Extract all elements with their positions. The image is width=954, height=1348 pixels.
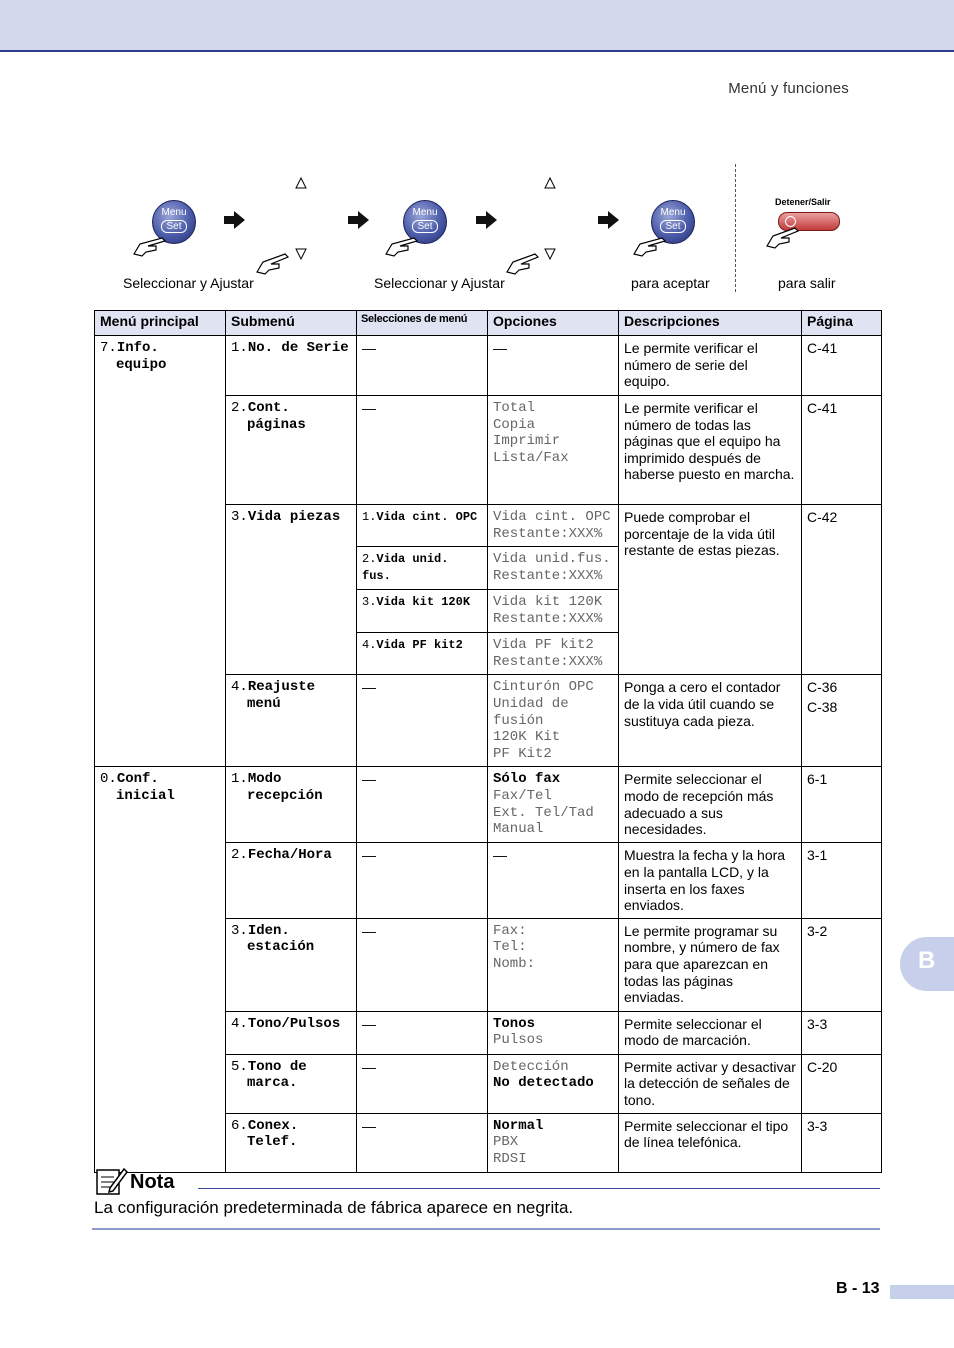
page-number: B - 13 [836, 1280, 880, 1297]
options-cell: Vida cint. OPC Restante:XXX% [488, 505, 619, 547]
pointing-hand-icon [132, 232, 172, 258]
submenu-cell: 4.Reajuste menú [226, 675, 357, 767]
page-cell: C-42 [802, 505, 882, 675]
page-cell: C-41 [802, 396, 882, 505]
options-cell: — [488, 843, 619, 918]
selection-cell: 4.Vida PF kit2 [357, 633, 488, 675]
selection-cell: — [357, 918, 488, 1011]
selection-cell: — [357, 1011, 488, 1054]
down-triangle-icon [544, 248, 556, 260]
note-title: Nota [130, 1171, 175, 1193]
selection-cell: — [357, 1113, 488, 1172]
pointing-hand-icon [384, 232, 424, 258]
right-arrow-icon [596, 210, 620, 230]
diagram-label-exit: para salir [778, 275, 836, 291]
selection-cell: — [357, 1054, 488, 1113]
note-bottom-rule [92, 1228, 880, 1230]
submenu-cell: 4.Tono/Pulsos [226, 1011, 357, 1054]
table-header-row [95, 311, 882, 336]
table-row [95, 336, 882, 396]
note-text: La configuración predeterminada de fábrica aparece en negrita. [94, 1198, 574, 1217]
submenu-cell: 1.No. de Serie [226, 336, 357, 396]
options-cell: Normal PBX RDSI [488, 1113, 619, 1172]
options-cell: Cinturón OPC Unidad de fusión 120K Kit PF Kit2 [488, 675, 619, 767]
note-header [94, 1166, 880, 1196]
chapter-tab: B [900, 937, 954, 991]
page-cell: 3-3 [802, 1011, 882, 1054]
page-cell: 3-3 [802, 1113, 882, 1172]
page-cell: C-36 C-38 [802, 675, 882, 767]
options-cell: — [488, 336, 619, 396]
submenu-cell: 3.Iden. estación [226, 918, 357, 1011]
options-cell: Total Copia Imprimir Lista/Fax [488, 396, 619, 505]
description-cell: Le permite verificar el número de todas las páginas que el equipo ha imprimido después de haberse puesto en marcha. [619, 396, 802, 505]
description-cell: Le permite programar su nombre, y número de fax para que aparezcan en todas las páginas enviadas. [619, 918, 802, 1011]
diagram-separator [735, 164, 736, 292]
note-pencil-icon [96, 1166, 128, 1196]
submenu-cell: 6.Conex. Telef. [226, 1113, 357, 1172]
options-cell: Detección No detectado [488, 1054, 619, 1113]
menu-table [94, 310, 882, 1173]
set-label: Set [161, 220, 186, 233]
selection-cell: 1.Vida cint. OPC [357, 505, 488, 547]
page-cell: 3-1 [802, 843, 882, 918]
description-cell: Permite activar y desactivar la detección de señales de tono. [619, 1054, 802, 1113]
header-selections: Selecciones de menú [357, 311, 488, 336]
pointing-hand-icon [505, 250, 545, 276]
submenu-cell: 3.Vida piezas [226, 505, 357, 675]
navigation-diagram [0, 160, 954, 295]
description-cell: Le permite verificar el número de serie del equipo. [619, 336, 802, 396]
selection-cell: — [357, 675, 488, 767]
options-cell: Sólo fax Fax/Tel Ext. Tel/Tad Manual [488, 767, 619, 843]
diagram-label-accept: para aceptar [631, 275, 710, 291]
stop-exit-label: Detener/Salir [775, 197, 831, 207]
submenu-cell: 2.Fecha/Hora [226, 843, 357, 918]
section-title: Menú y funciones [728, 80, 849, 97]
up-triangle-icon [295, 177, 307, 189]
main-menu-cell: 0.Conf. inicial [95, 767, 226, 1172]
selection-cell: — [357, 843, 488, 918]
menu-set-button-icon: Menu Set [403, 200, 447, 244]
right-arrow-icon [346, 210, 370, 230]
description-cell: Permite seleccionar el modo de recepción más adecuado a sus necesidades. [619, 767, 802, 843]
menu-set-button-icon: Menu Set [651, 200, 695, 244]
up-triangle-icon [544, 177, 556, 189]
pointing-hand-icon [765, 224, 805, 250]
description-cell: Puede comprobar el porcentaje de la vida útil restante de estas piezas. [619, 505, 802, 675]
description-cell: Permite seleccionar el tipo de línea telefónica. [619, 1113, 802, 1172]
submenu-cell: 2.Cont. páginas [226, 396, 357, 505]
pointing-hand-icon [632, 232, 672, 258]
header-descriptions: Descripciones [619, 311, 802, 336]
page-number-bar [890, 1285, 954, 1299]
right-arrow-icon [474, 210, 498, 230]
page-cell: C-41 [802, 336, 882, 396]
header-options: Opciones [488, 311, 619, 336]
options-cell: Vida unid.fus. Restante:XXX% [488, 547, 619, 590]
down-triangle-icon [295, 248, 307, 260]
description-cell: Muestra la fecha y la hora en la pantalla LCD, y la inserta en los faxes enviados. [619, 843, 802, 918]
diagram-label-select-1: Seleccionar y Ajustar [123, 275, 254, 291]
header-submenu: Submenú [226, 311, 357, 336]
page-cell: 3-2 [802, 918, 882, 1011]
options-cell: Fax: Tel: Nomb: [488, 918, 619, 1011]
page-cell: 6-1 [802, 767, 882, 843]
description-cell: Permite seleccionar el modo de marcación. [619, 1011, 802, 1054]
top-band [0, 0, 954, 52]
options-cell: Vida kit 120K Restante:XXX% [488, 590, 619, 633]
options-cell: Tonos Pulsos [488, 1011, 619, 1054]
pointing-hand-icon [255, 250, 295, 276]
selection-cell: 3.Vida kit 120K [357, 590, 488, 633]
header-main-menu: Menú principal [95, 311, 226, 336]
note-rule [198, 1188, 880, 1189]
main-menu-cell: 7.Info. equipo [95, 336, 226, 767]
selection-cell: — [357, 767, 488, 843]
selection-cell: 2.Vida unid. fus. [357, 547, 488, 590]
page-cell: C-20 [802, 1054, 882, 1113]
table-row [95, 767, 882, 843]
header-page: Página [802, 311, 882, 336]
selection-cell: — [357, 336, 488, 396]
selection-cell: — [357, 396, 488, 505]
options-cell: Vida PF kit2 Restante:XXX% [488, 633, 619, 675]
right-arrow-icon [222, 210, 246, 230]
submenu-cell: 1.Modo recepción [226, 767, 357, 843]
diagram-label-select-2: Seleccionar y Ajustar [374, 275, 505, 291]
description-cell: Ponga a cero el contador de la vida útil cuando se sustituya cada pieza. [619, 675, 802, 767]
menu-label: Menu [161, 207, 187, 218]
submenu-cell: 5.Tono de marca. [226, 1054, 357, 1113]
